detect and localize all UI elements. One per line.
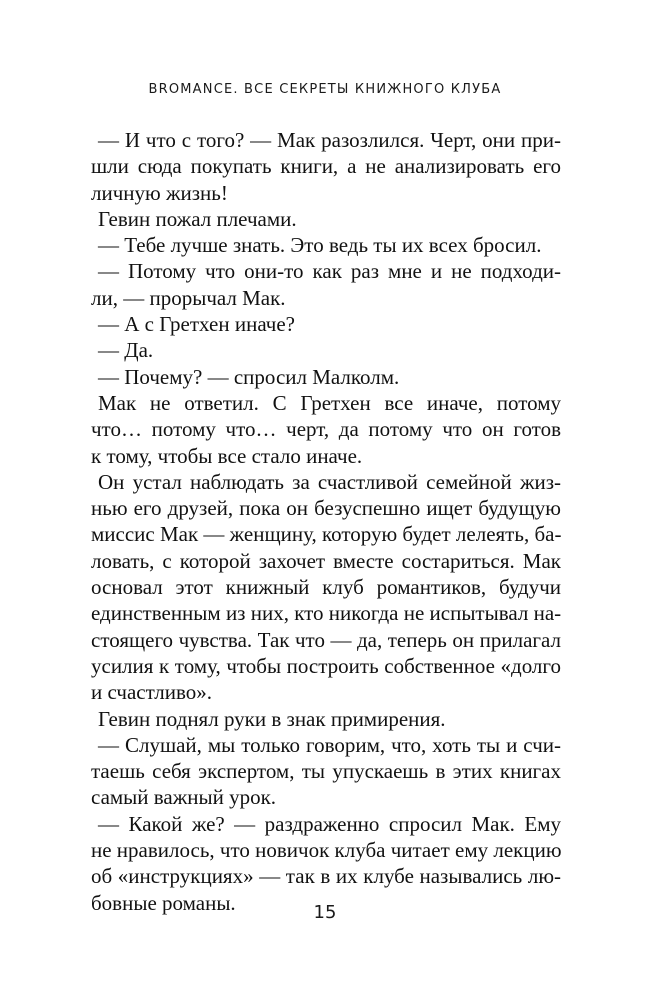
- text-line: — Потому что они-то как раз мне и не подходи-: [98, 259, 561, 284]
- text-line: миссис Мак — женщину, которую будет лелеять, ба-: [91, 522, 562, 547]
- text-line: бовные романы.: [91, 890, 236, 915]
- body-text: [91, 127, 561, 916]
- text-line: Гевин поднял руки в знак примирения.: [98, 706, 446, 731]
- text-line: усилия к тому, чтобы построить собственное «долго: [91, 653, 561, 678]
- text-line: — А с Гретхен иначе?: [98, 312, 295, 337]
- text-line: — Какой же? — раздраженно спросил Мак. Ему: [98, 811, 561, 836]
- text-line: — Почему? — спросил Малколм.: [98, 364, 400, 389]
- text-line: нью его друзей, пока он безуспешно ищет будущую: [91, 496, 561, 521]
- text-line: — Тебе лучше знать. Это ведь ты их всех бросил.: [98, 233, 542, 258]
- text-line: Он устал наблюдать за счастливой семейной жиз-: [98, 469, 561, 494]
- text-line: личную жизнь!: [91, 180, 228, 205]
- text-line: и счастливо».: [91, 680, 212, 705]
- page-number: 15: [313, 902, 337, 923]
- text-line: Гевин пожал плечами.: [98, 206, 297, 231]
- text-line: шли сюда покупать книги, а не анализировать его: [91, 154, 561, 179]
- text-line: основал этот книжный клуб романтиков, будучи: [91, 575, 561, 600]
- text-line: об «инструкциях» — так в их клубе назывались лю-: [91, 864, 561, 889]
- text-line: Мак не ответил. С Гретхен все иначе, потому: [98, 390, 561, 415]
- text-line: — Слушай, мы только говорим, что, хоть ты и счи-: [98, 732, 561, 757]
- text-line: — И что с того? — Мак разозлился. Черт, они при-: [98, 128, 561, 152]
- text-line: к тому, чтобы все стало иначе.: [91, 443, 363, 468]
- text-line: ли, — прорычал Мак.: [91, 285, 286, 310]
- text-line: что… потому что… черт, да потому что он готов: [91, 417, 561, 442]
- text-line: ловать, с которой захочет вместе состариться. Мак: [91, 548, 561, 573]
- text-line: самый важный урок.: [91, 785, 277, 810]
- text-line: — Да.: [98, 338, 154, 363]
- text-line: не нравилось, что новичок клуба читает ему лекцию: [91, 838, 562, 863]
- text-line: единственным из них, кто никогда не испытывал на-: [91, 601, 562, 626]
- text-line: стоящего чувства. Так что — да, теперь он прилагал: [91, 627, 561, 652]
- text-line: таешь себя экспертом, ты упускаешь в этих книгах: [91, 759, 561, 784]
- running-title: BROMANCE. ВСЕ СЕКРЕТЫ КНИЖНОГО КЛУБА: [148, 82, 502, 97]
